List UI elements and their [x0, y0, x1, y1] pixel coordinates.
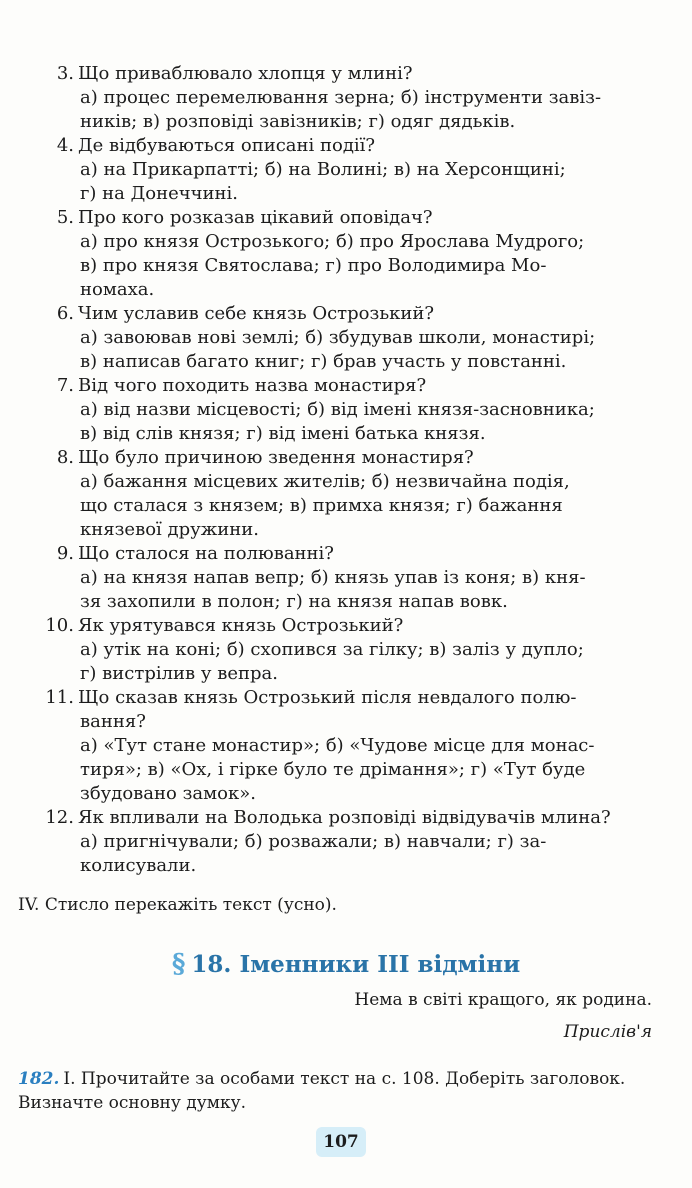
- answer-line: а) завоював нові землі; б) збудував школи, монастирі;: [80, 327, 596, 348]
- answer-line: в) про князя Святослава; г) про Володимира Мо-: [80, 255, 547, 276]
- question-item: [0, 302, 692, 374]
- question-item: [0, 446, 692, 542]
- question-item: [0, 62, 692, 134]
- question-text: Що приваблювало хлопця у млині?: [78, 63, 413, 84]
- answer-line: а) від назви місцевості; б) від імені князя-засновника;: [80, 399, 595, 420]
- answer-line: а) пригнічували; б) розважали; в) навчали; г) за-: [80, 831, 547, 852]
- question-text: Про кого розказав цікавий оповідач?: [78, 207, 433, 228]
- question-text: Як урятувався князь Острозький?: [78, 615, 404, 636]
- answer-line: а) про князя Острозького; б) про Ярослава Мудрого;: [80, 231, 585, 252]
- answer-line: номаха.: [80, 279, 155, 300]
- section-sign: §: [171, 949, 186, 979]
- question-number: 9.: [56, 543, 74, 564]
- page-number: 107: [316, 1127, 366, 1157]
- exercise-182: [18, 1067, 668, 1115]
- question-text: Де відбуваються описані події?: [78, 135, 376, 156]
- answer-options: [80, 86, 648, 134]
- answer-line: зя захопили в полон; г) на князя напав вовк.: [80, 591, 508, 612]
- answer-options: [80, 230, 648, 302]
- epigraph: Нема в світі кращого, як родина.: [354, 990, 652, 1010]
- answer-line: що сталася з князем; в) примха князя; г) бажання: [80, 495, 563, 516]
- answer-line: князевої дружини.: [80, 519, 259, 540]
- question-text: Що було причиною зведення монастиря?: [78, 447, 474, 468]
- answer-line: ників; в) розповіді завізників; г) одяг дядьків.: [80, 111, 516, 132]
- answer-line: а) на князя напав вепр; б) князь упав із коня; в) кня-: [80, 567, 586, 588]
- answer-line: г) вистрілив у вепра.: [80, 663, 278, 684]
- question-item: [0, 134, 692, 206]
- answer-line: а) утік на коні; б) схопився за гілку; в) заліз у дупло;: [80, 639, 584, 660]
- answer-line: а) «Тут стане монастир»; б) «Чудове місце для монас-: [80, 735, 595, 756]
- question-item: [0, 806, 692, 878]
- epigraph-source: Прислів'я: [563, 1022, 652, 1042]
- task-iv: IV. Стисло перекажіть текст (усно).: [18, 895, 337, 915]
- question-text: Від чого походить назва монастиря?: [78, 375, 427, 396]
- question-number: 5.: [56, 207, 74, 228]
- question-text: Що сталося на полюванні?: [78, 543, 334, 564]
- question-item: [0, 374, 692, 446]
- question-text: Що сказав князь Острозький після невдалого полю-: [78, 687, 577, 708]
- answer-options: [80, 638, 648, 686]
- question-item: [0, 542, 692, 614]
- question-number: 8.: [56, 447, 74, 468]
- question-number: 11.: [45, 687, 74, 708]
- answer-options: [80, 566, 648, 614]
- answer-options: [80, 830, 648, 878]
- question-number: 12.: [45, 807, 74, 828]
- question-list: [0, 62, 692, 878]
- exercise-number: 182.: [18, 1069, 60, 1089]
- answer-line: тиря»; в) «Ох, і гірке було те дрімання»; г) «Тут буде: [80, 759, 586, 780]
- answer-line: г) на Донеччині.: [80, 183, 239, 204]
- question-number: 6.: [56, 303, 74, 324]
- answer-line: колисували.: [80, 855, 197, 876]
- answer-options: [80, 398, 648, 446]
- question-text: Як впливали на Володька розповіді відвідувачів млина?: [78, 807, 611, 828]
- question-text-continued: вання?: [80, 711, 146, 732]
- answer-line: а) бажання місцевих жителів; б) незвичайна подія,: [80, 471, 570, 492]
- answer-options: [80, 158, 648, 206]
- exercise-text-line2: Визначте основну думку.: [18, 1093, 247, 1113]
- answer-options: [80, 470, 648, 542]
- question-number: 4.: [56, 135, 74, 156]
- answer-line: а) на Прикарпатті; б) на Волині; в) на Херсонщині;: [80, 159, 566, 180]
- question-item: [0, 686, 692, 806]
- answer-options: [80, 710, 648, 806]
- question-number: 10.: [45, 615, 74, 636]
- answer-line: а) процес перемелювання зерна; б) інструменти завіз-: [80, 87, 602, 108]
- question-text: Чим уславив себе князь Острозький?: [78, 303, 435, 324]
- question-number: 7.: [56, 375, 74, 396]
- answer-line: збудовано замок».: [80, 783, 256, 804]
- answer-line: в) від слів князя; г) від імені батька князя.: [80, 423, 486, 444]
- answer-line: в) написав багато книг; г) брав участь у повстанні.: [80, 351, 567, 372]
- exercise-text-line1: I. Прочитайте за особами текст на с. 108. Доберіть заголовок.: [63, 1069, 626, 1089]
- section-title-text: 18. Іменники III відміни: [191, 951, 521, 978]
- question-item: [0, 206, 692, 302]
- section-heading: [0, 948, 692, 981]
- answer-options: [80, 326, 648, 374]
- question-number: 3.: [56, 63, 74, 84]
- question-item: [0, 614, 692, 686]
